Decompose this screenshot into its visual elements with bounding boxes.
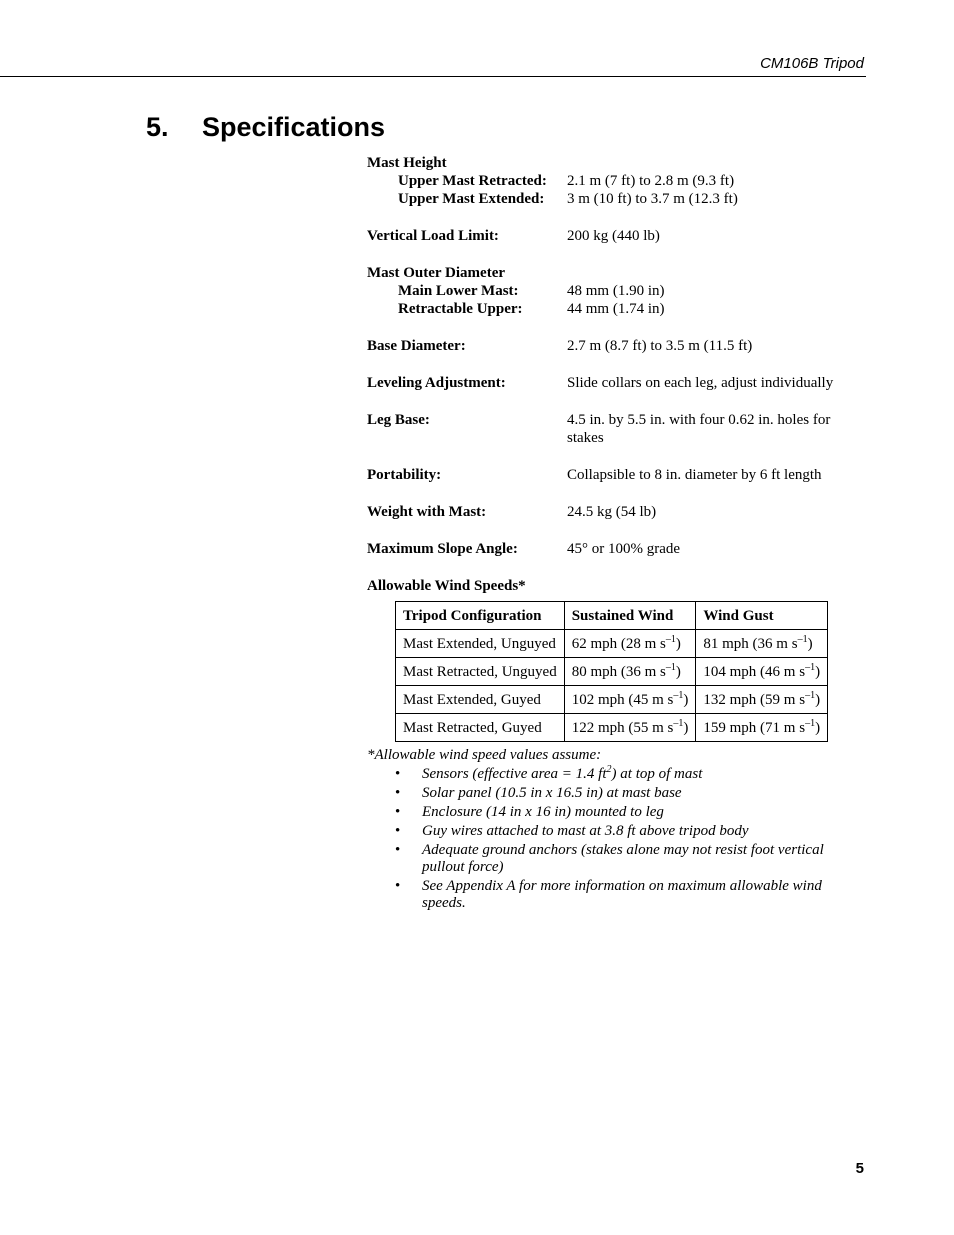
- specifications-content: [367, 154, 857, 914]
- spec-value: 48 mm (1.90 in): [567, 283, 665, 299]
- list-item: • See Appendix A for more information on maximum allowable wind speeds.: [395, 878, 822, 911]
- spec-label: Leveling Adjustment:: [367, 375, 506, 391]
- gust-cell: 132 mph (59 m $s^{-1}$): [696, 686, 828, 714]
- notes-intro: *Allowable wind speed values assume:: [367, 747, 602, 763]
- table-header-row: [396, 602, 828, 630]
- gust-cell: 81 mph (36 m $s^{-1}$): [696, 630, 828, 658]
- wind-speed-notes: [367, 747, 857, 912]
- list-item: • Sensors (effective area = 1.4 $ft^2$) at top of mast: [395, 764, 703, 782]
- spec-label: Upper Mast Retracted:: [398, 173, 547, 189]
- bullet-icon: •: [395, 804, 401, 820]
- bullet-icon: •: [395, 878, 401, 894]
- spec-label: Leg Base:: [367, 412, 430, 428]
- list-item: • Adequate ground anchors (stakes alone may not resist foot vertical pullout force): [395, 842, 824, 875]
- header-rule: [0, 76, 866, 77]
- bullet-icon: •: [395, 842, 401, 858]
- section-title: Specifications: [202, 112, 386, 142]
- list-item: • Enclosure (14 in x 16 in) mounted to leg: [395, 804, 664, 820]
- spec-label: Retractable Upper:: [398, 301, 523, 317]
- sustained-cell: 102 mph (45 m $s^{-1}$): [564, 686, 696, 714]
- bullet-icon: •: [395, 785, 401, 801]
- table-row: [396, 714, 828, 742]
- spec-value: 2.7 m (8.7 ft) to 3.5 m (11.5 ft): [567, 338, 753, 354]
- spec-value: 200 kg (440 lb): [567, 228, 660, 244]
- wind-speeds-title: Allowable Wind Speeds*: [367, 578, 526, 594]
- wind-speeds-table: [395, 601, 828, 742]
- column-header: Wind Gust: [696, 602, 828, 630]
- spec-value: 45° or 100% grade: [567, 541, 681, 557]
- config-cell: Mast Extended, Unguyed: [396, 630, 565, 658]
- spec-vertical-load: [367, 227, 857, 245]
- spec-label: Main Lower Mast:: [398, 283, 519, 299]
- config-cell: Mast Extended, Guyed: [396, 686, 565, 714]
- gust-cell: 159 mph (71 m $s^{-1}$): [696, 714, 828, 742]
- spec-value: 3 m (10 ft) to 3.7 m (12.3 ft): [567, 191, 738, 207]
- spec-slope: [367, 540, 857, 558]
- page-number: 5: [855, 1160, 864, 1177]
- spec-mast-outer-diameter: [367, 264, 857, 318]
- spec-value: 24.5 kg (54 lb): [567, 504, 657, 520]
- spec-group-title: Mast Height: [367, 155, 447, 171]
- spec-leveling: [367, 374, 857, 392]
- list-item: • Solar panel (10.5 in x 16.5 in) at mast base: [395, 785, 682, 801]
- config-cell: Mast Retracted, Guyed: [396, 714, 565, 742]
- notes-list: [367, 766, 857, 912]
- spec-label: Portability:: [367, 467, 442, 483]
- spec-mast-height: [367, 154, 857, 208]
- gust-cell: 104 mph (46 m $s^{-1}$): [696, 658, 828, 686]
- spec-value: 44 mm (1.74 in): [567, 301, 665, 317]
- spec-group-title: Mast Outer Diameter: [367, 265, 506, 281]
- spec-label: Vertical Load Limit:: [367, 228, 499, 244]
- spec-leg-base: [367, 411, 857, 447]
- spec-value: 4.5 in. by 5.5 in. with four 0.62 in. holes for stakes: [567, 412, 831, 446]
- config-cell: Mast Retracted, Unguyed: [396, 658, 565, 686]
- spec-value: 2.1 m (7 ft) to 2.8 m (9.3 ft): [567, 173, 735, 189]
- table-row: [396, 686, 828, 714]
- list-item: • Guy wires attached to mast at 3.8 ft above tripod body: [395, 823, 749, 839]
- column-header: Tripod Configuration: [396, 602, 565, 630]
- spec-base-diameter: [367, 337, 857, 355]
- sustained-cell: 122 mph (55 m $s^{-1}$): [564, 714, 696, 742]
- sustained-cell: 62 mph (28 m $s^{-1}$): [564, 630, 696, 658]
- bullet-icon: •: [395, 823, 401, 839]
- spec-label: Weight with Mast:: [367, 504, 487, 520]
- spec-label: Maximum Slope Angle:: [367, 541, 518, 557]
- sustained-cell: 80 mph (36 m $s^{-1}$): [564, 658, 696, 686]
- spec-weight: [367, 503, 857, 521]
- column-header: Sustained Wind: [564, 602, 696, 630]
- section-number: 5.: [146, 112, 169, 142]
- spec-label: Base Diameter:: [367, 338, 466, 354]
- table-row: [396, 630, 828, 658]
- spec-label: Upper Mast Extended:: [398, 191, 545, 207]
- bullet-icon: •: [395, 766, 401, 782]
- table-row: [396, 658, 828, 686]
- spec-value: Collapsible to 8 in. diameter by 6 ft length: [567, 467, 822, 483]
- spec-portability: [367, 466, 857, 484]
- section-heading: [146, 112, 385, 143]
- spec-value: Slide collars on each leg, adjust individually: [567, 375, 834, 391]
- running-header-title: CM106B Tripod: [760, 55, 864, 72]
